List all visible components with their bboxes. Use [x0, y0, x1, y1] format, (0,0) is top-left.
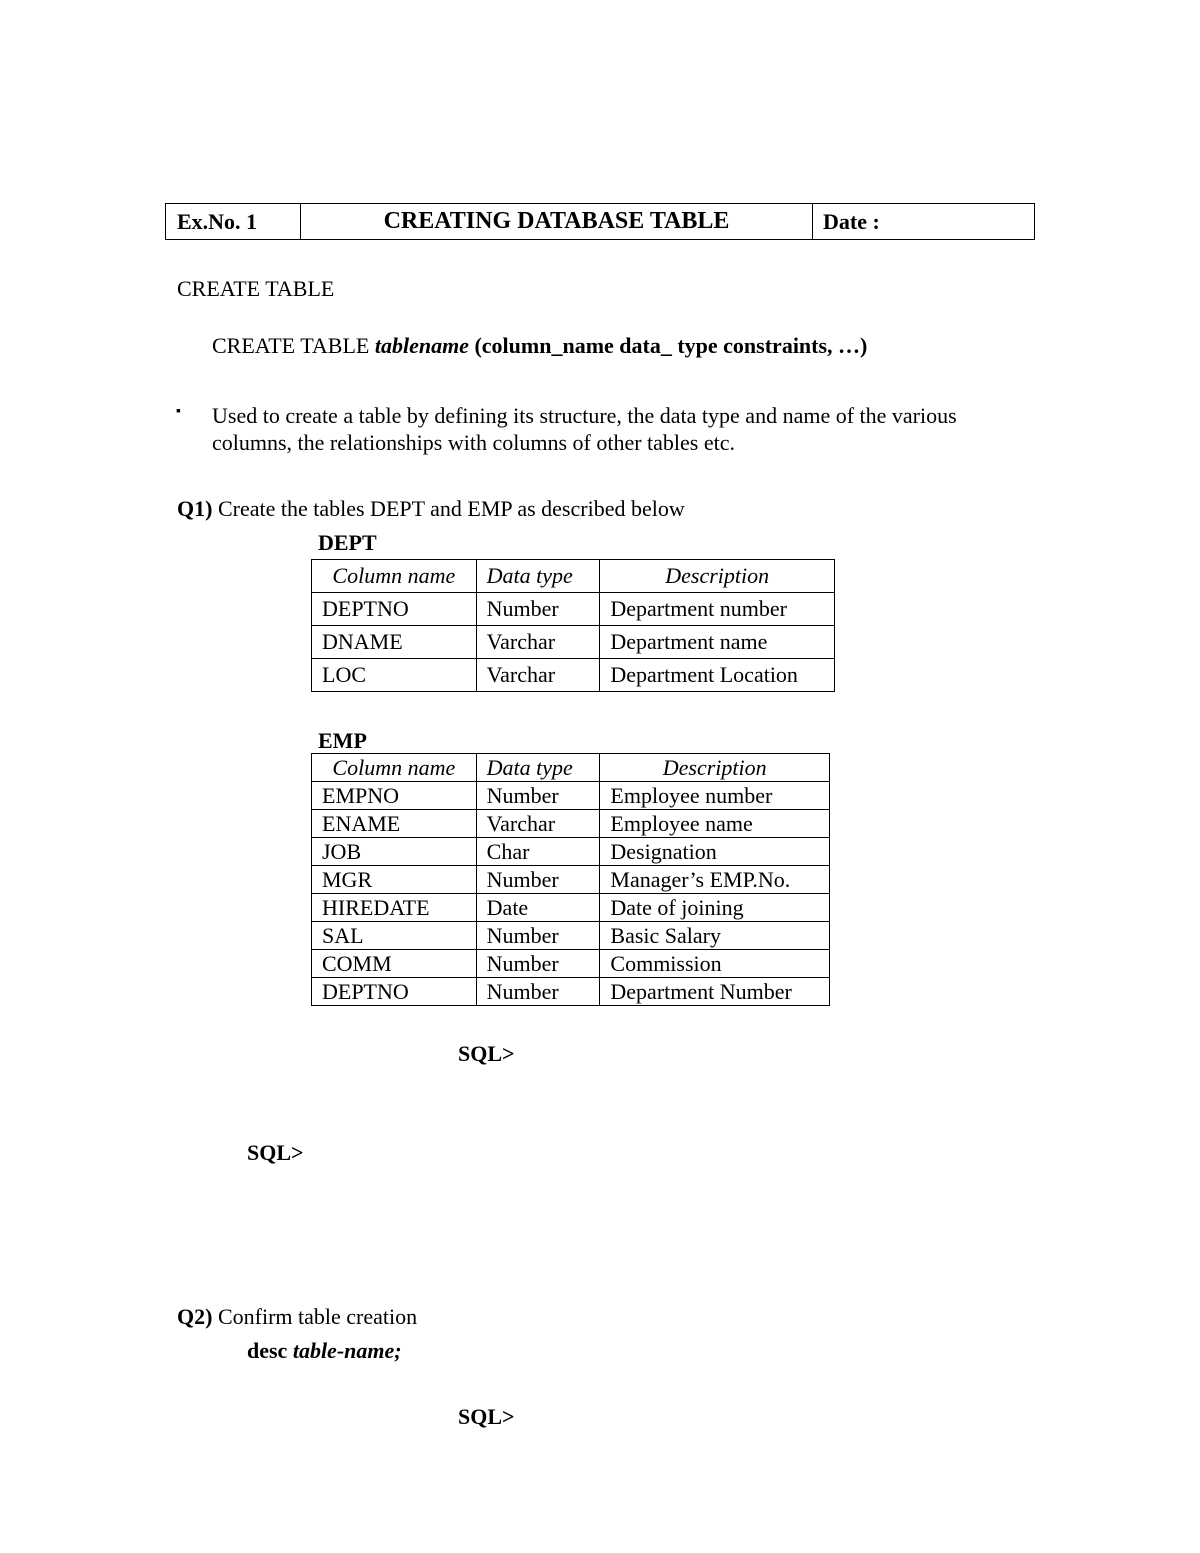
question-1-text: Create the tables DEPT and EMP as described below — [212, 496, 685, 521]
table-cell: COMM — [312, 950, 477, 978]
table-cell: MGR — [312, 866, 477, 894]
column-header: Description — [600, 560, 835, 593]
table-cell: EMPNO — [312, 782, 477, 810]
table-cell: Department name — [600, 626, 835, 659]
emp-table-header-row — [312, 754, 830, 782]
bullet-line-2: columns, the relationships with columns of other tables etc. — [212, 430, 736, 455]
emp-table — [311, 753, 830, 1006]
table-cell: JOB — [312, 838, 477, 866]
question-1 — [177, 495, 685, 522]
column-header: Data type — [476, 560, 600, 593]
sql-prompt-2: SQL> — [247, 1140, 304, 1165]
date-label: Date : — [823, 208, 880, 234]
bullet-marker: ▪ — [176, 404, 181, 419]
desc-command-keyword: desc — [247, 1338, 293, 1363]
desc-command — [247, 1337, 402, 1364]
table-row — [312, 922, 830, 950]
table-row — [312, 810, 830, 838]
table-row — [312, 626, 835, 659]
bullet-line-1: Used to create a table by defining its structure, the data type and name of the various — [212, 403, 957, 428]
table-cell: Designation — [600, 838, 830, 866]
question-2-text: Confirm table creation — [212, 1304, 418, 1329]
table-cell: DNAME — [312, 626, 477, 659]
table-row — [312, 659, 835, 692]
table-row — [312, 894, 830, 922]
table-cell: HIREDATE — [312, 894, 477, 922]
column-header: Data type — [476, 754, 600, 782]
table-cell: Number — [476, 978, 600, 1006]
table-cell: Number — [476, 782, 600, 810]
column-header: Description — [600, 754, 830, 782]
column-header: Column name — [312, 754, 477, 782]
table-cell: DEPTNO — [312, 593, 477, 626]
table-row — [312, 838, 830, 866]
sql-prompt-3: SQL> — [458, 1404, 515, 1429]
dept-table — [311, 559, 835, 692]
sql-prompt-1: SQL> — [458, 1041, 515, 1066]
table-cell: LOC — [312, 659, 477, 692]
table-cell: Manager’s EMP.No. — [600, 866, 830, 894]
table-cell: Varchar — [476, 659, 600, 692]
table-cell: Number — [476, 922, 600, 950]
table-cell: Department number — [600, 593, 835, 626]
table-cell: Date — [476, 894, 600, 922]
table-cell: Department Location — [600, 659, 835, 692]
dept-table-header-row — [312, 560, 835, 593]
table-cell: Number — [476, 866, 600, 894]
table-row — [312, 782, 830, 810]
emp-table-title: EMP — [318, 728, 367, 753]
table-cell: Varchar — [476, 810, 600, 838]
table-cell: Number — [476, 593, 600, 626]
table-cell: Varchar — [476, 626, 600, 659]
table-row — [312, 950, 830, 978]
dept-table-title: DEPT — [318, 530, 377, 555]
table-cell: Char — [476, 838, 600, 866]
table-cell: Commission — [600, 950, 830, 978]
table-cell: Department Number — [600, 978, 830, 1006]
table-cell: SAL — [312, 922, 477, 950]
syntax-prefix: CREATE TABLE — [212, 333, 375, 358]
table-cell: Employee number — [600, 782, 830, 810]
question-2 — [177, 1303, 417, 1330]
table-cell: Number — [476, 950, 600, 978]
table-row — [312, 978, 830, 1006]
exercise-header — [165, 203, 1035, 240]
table-cell: ENAME — [312, 810, 477, 838]
exercise-number: Ex.No. 1 — [166, 204, 301, 239]
question-2-label: Q2) — [177, 1304, 213, 1329]
column-header: Column name — [312, 560, 477, 593]
desc-command-arg: table-name; — [292, 1338, 402, 1363]
section-heading: CREATE TABLE — [177, 276, 335, 301]
table-row — [312, 593, 835, 626]
exercise-title: CREATING DATABASE TABLE — [301, 204, 813, 239]
table-cell: Basic Salary — [600, 922, 830, 950]
table-cell: Date of joining — [600, 894, 830, 922]
syntax-line — [212, 332, 867, 359]
syntax-tablename: tablename — [374, 333, 469, 358]
table-cell: Employee name — [600, 810, 830, 838]
question-1-label: Q1) — [177, 496, 213, 521]
table-cell: DEPTNO — [312, 978, 477, 1006]
syntax-suffix: (column_name data_ type constraints, …) — [468, 333, 868, 358]
table-row — [312, 866, 830, 894]
